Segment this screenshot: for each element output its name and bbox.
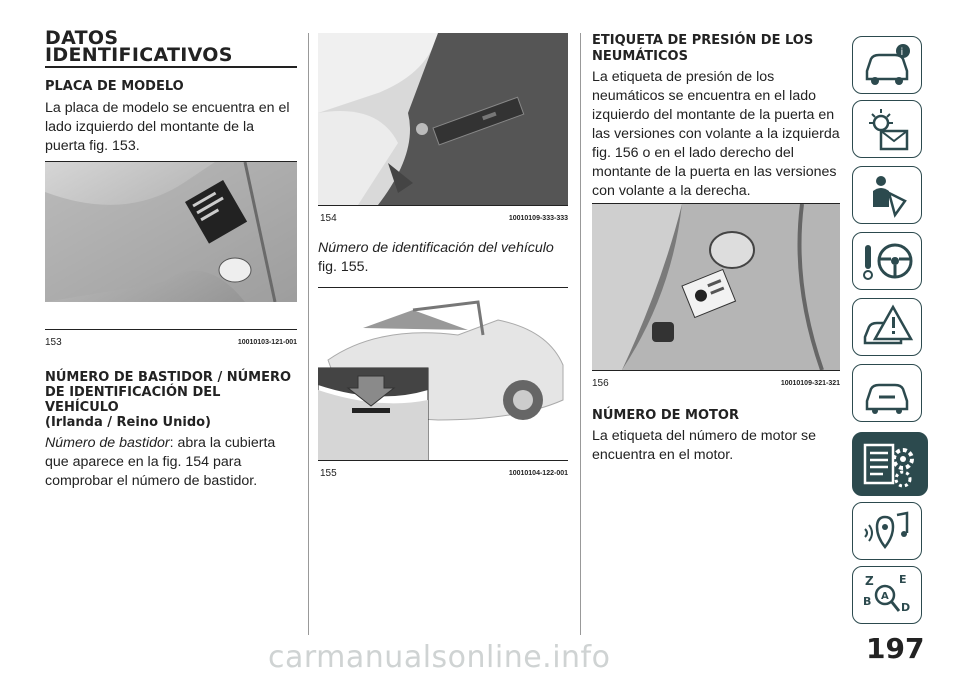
title-rule xyxy=(45,66,297,68)
text-presion-5: fig. 156 o en el lado derecho del xyxy=(592,145,794,161)
car-info-icon xyxy=(859,41,915,89)
text-bastidor-1-rest: : abra la cubierta xyxy=(169,435,276,451)
tab-warning-lights[interactable] xyxy=(852,100,922,158)
text-presion-1: La etiqueta de presión de los xyxy=(592,69,775,85)
text-vin-1 xyxy=(318,238,554,258)
text-presion-3: izquierdo del montante de la puerta en xyxy=(592,107,835,123)
heading-bastidor-2: DE IDENTIFICACIÓN DEL xyxy=(45,385,221,400)
fig154-number: 154 xyxy=(320,213,337,224)
tab-technical-data[interactable] xyxy=(852,432,928,496)
fig155-number: 155 xyxy=(320,468,337,479)
text-presion-2: neumáticos se encuentra en el lado xyxy=(592,88,816,104)
safety-icon xyxy=(859,171,915,219)
svg-text:D: D xyxy=(901,601,911,614)
text-bastidor-3: comprobar el número de bastidor. xyxy=(45,473,258,489)
heading-bastidor-1: NÚMERO DE BASTIDOR / NÚMERO xyxy=(45,370,292,385)
tab-car-info[interactable] xyxy=(852,36,922,94)
text-vin-italic: Número de identificación del vehículo xyxy=(318,240,554,256)
svg-text:Z: Z xyxy=(865,574,874,588)
column-divider-1 xyxy=(308,33,309,635)
heading-motor: NÚMERO DE MOTOR xyxy=(592,408,739,423)
text-bastidor-italic: Número de bastidor xyxy=(45,435,170,451)
section-title-line-2: IDENTIFICATIVOS xyxy=(45,44,233,66)
text-placa-3: puerta fig. 153. xyxy=(45,138,140,154)
text-bastidor-2: que aparece en la fig. 154 para xyxy=(45,454,242,470)
warning-lights-icon xyxy=(859,105,915,153)
svg-text:A: A xyxy=(881,591,889,602)
multimedia-icon xyxy=(859,507,915,555)
text-presion-7: con volante a la derecha. xyxy=(592,183,751,199)
tab-multimedia[interactable] xyxy=(852,502,922,560)
tab-driving[interactable] xyxy=(852,232,922,290)
fig153-bottom-rule xyxy=(45,329,297,330)
text-presion-6: montante de la puerta en las versiones xyxy=(592,164,837,180)
driving-icon xyxy=(859,237,915,285)
text-presion-4: las versiones con volante a la izquierda xyxy=(592,126,840,142)
column-divider-2 xyxy=(580,33,581,635)
technical-data-icon xyxy=(859,437,923,493)
figure-156 xyxy=(592,204,840,370)
text-placa-1: La placa de modelo se encuentra en el xyxy=(45,100,290,116)
fig153-number: 153 xyxy=(45,337,62,348)
tab-emergency[interactable] xyxy=(852,298,922,356)
figure-153 xyxy=(45,162,297,302)
heading-bastidor-3: VEHÍCULO xyxy=(45,400,119,415)
fig154-code: 10010109-333-333 xyxy=(508,215,568,222)
fig156-number: 156 xyxy=(592,378,609,389)
text-motor-1: La etiqueta del número de motor se xyxy=(592,428,816,444)
fig155-top-rule xyxy=(318,287,568,288)
tab-safety[interactable] xyxy=(852,166,922,224)
figure-155 xyxy=(318,290,568,460)
text-placa-2: lado izquierdo del montante de la xyxy=(45,119,255,135)
section-title-line-1: DATOS xyxy=(45,27,119,49)
figure-154 xyxy=(318,33,568,205)
section-title xyxy=(45,27,297,66)
heading-placa-modelo: PLACA DE MODELO xyxy=(45,79,184,94)
heading-bastidor-4: (Irlanda / Reino Unido) xyxy=(45,415,211,430)
page-number: 197 xyxy=(866,632,925,665)
fig156-code: 10010109-321-321 xyxy=(780,380,840,387)
emergency-icon xyxy=(859,303,915,351)
watermark: carmanualsonline.info xyxy=(268,640,611,675)
maintenance-icon xyxy=(859,369,915,417)
text-vin-2: fig. 155. xyxy=(318,259,369,275)
index-icon xyxy=(859,571,915,619)
heading-presion-1: ETIQUETA DE PRESIÓN DE LOS xyxy=(592,33,814,48)
tab-maintenance[interactable] xyxy=(852,364,922,422)
svg-text:i: i xyxy=(900,47,904,58)
text-motor-2: encuentra en el motor. xyxy=(592,447,734,463)
fig153-code: 10010103-121-001 xyxy=(237,339,297,346)
fig155-code: 10010104-122-001 xyxy=(508,470,568,477)
svg-text:E: E xyxy=(899,573,907,586)
tab-index[interactable] xyxy=(852,566,922,624)
heading-presion-2: NEUMÁTICOS xyxy=(592,49,688,64)
svg-text:B: B xyxy=(863,595,872,608)
text-bastidor-1 xyxy=(45,433,275,453)
fig156-bottom-rule xyxy=(592,370,840,371)
fig155-bottom-rule xyxy=(318,460,568,461)
fig154-bottom-rule xyxy=(318,205,568,206)
